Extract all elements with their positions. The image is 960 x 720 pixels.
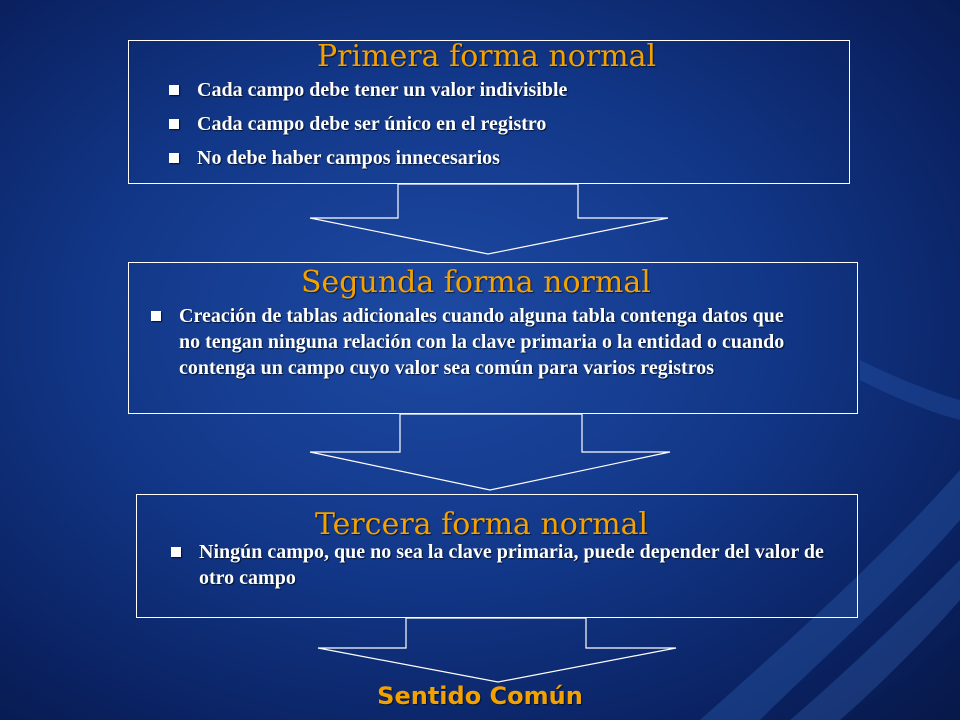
- down-arrow-3: [318, 618, 676, 682]
- third-normal-form-rules: [165, 539, 825, 591]
- down-arrow-2: [310, 414, 670, 490]
- list-item: No debe haber campos innecesarios: [163, 147, 803, 169]
- result-label: Sentido Común: [377, 682, 583, 710]
- list-item: Cada campo debe tener un valor indivisible: [163, 79, 803, 101]
- third-normal-form-title: Tercera forma normal: [315, 507, 649, 542]
- first-normal-form-rules: [163, 79, 803, 181]
- second-normal-form-box: [128, 262, 858, 414]
- list-item: Creación de tablas adicionales cuando alguna tabla contenga datos que no tengan ninguna relación con la clave primaria o la entidad o cuando contenga un campo cuyo valor sea común para varios registros: [145, 303, 785, 381]
- list-item: Ningún campo, que no sea la clave primaria, puede depender del valor de otro campo: [165, 539, 825, 591]
- third-normal-form-box: [136, 494, 858, 618]
- second-normal-form-title: Segunda forma normal: [301, 265, 651, 300]
- second-normal-form-rules: [145, 303, 785, 381]
- first-normal-form-box: [128, 40, 850, 184]
- down-arrow-1: [310, 184, 668, 254]
- list-item: Cada campo debe ser único en el registro: [163, 113, 803, 135]
- first-normal-form-title: Primera forma normal: [317, 39, 657, 74]
